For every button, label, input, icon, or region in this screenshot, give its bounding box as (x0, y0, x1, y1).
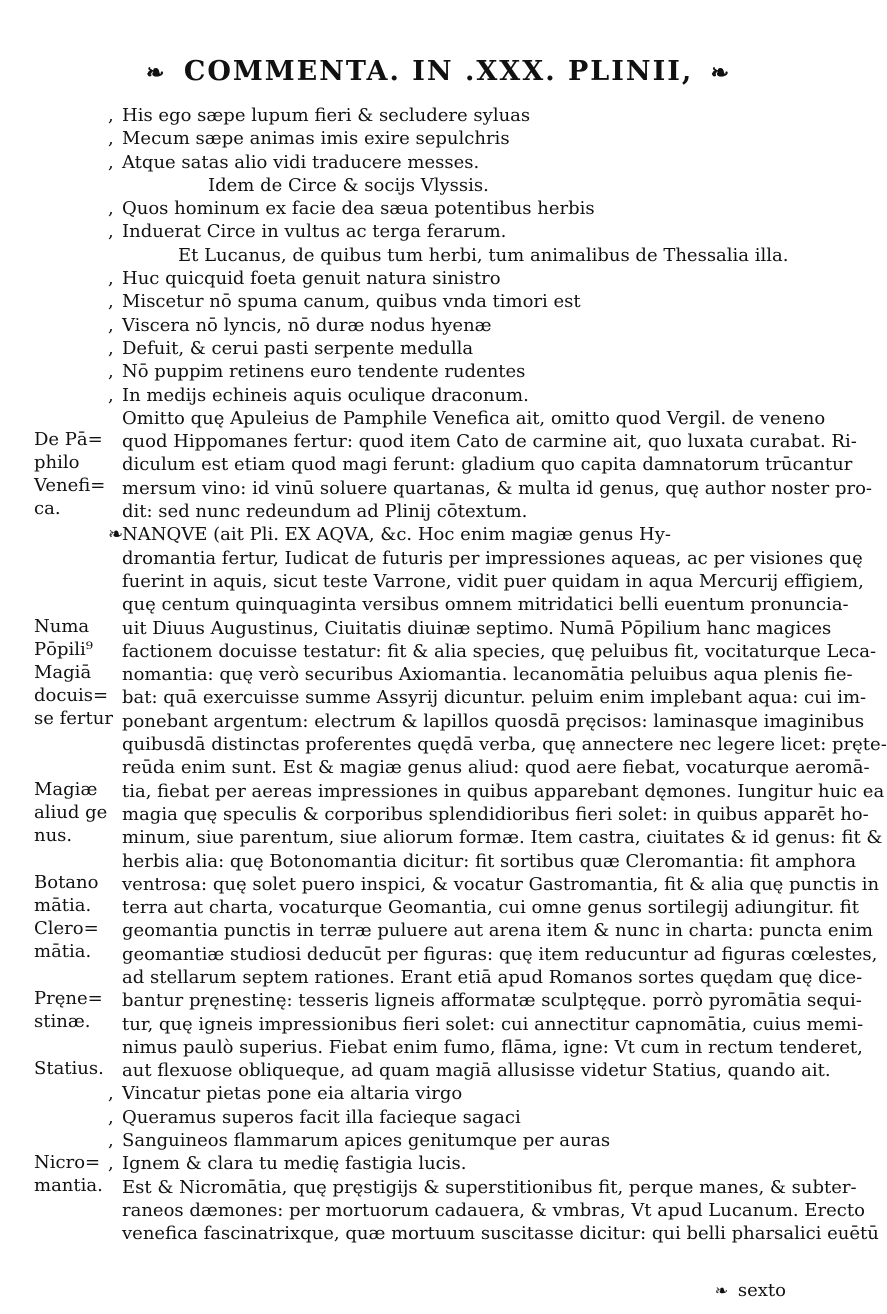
line-text: ventrosa: quę solet puero inspici, & vocatur Gastromantia, fit & alia quę punctis in (122, 873, 880, 895)
text-line (108, 1176, 857, 1199)
text-line (108, 943, 878, 966)
margin-note-line: Magiæ (34, 778, 98, 800)
line-text: Mecum sæpe animas imis exire sepulchris (122, 128, 510, 150)
text-line (108, 1152, 794, 1175)
margin-note-line: mātia. (34, 894, 92, 916)
line-text: In medijs echineis aquis oculique draconum. (122, 384, 529, 406)
text-line (108, 570, 864, 593)
text-line (108, 407, 826, 430)
margin-note-line: Pōpili⁹ (34, 638, 93, 660)
text-line (108, 1199, 865, 1222)
text-line (108, 826, 883, 849)
margin-note-line: Venefi= (34, 475, 106, 497)
text-line (108, 267, 794, 290)
text-line (108, 733, 887, 756)
line-text: venefica fascinatrixque, quæ mortuum suscitasse dicitur: qui belli pharsalici euētū (122, 1223, 879, 1245)
line-text: Omitto quę Apuleius de Pamphile Venefica ait, omitto quod Vergil. de veneno (122, 407, 826, 429)
text-line (108, 663, 853, 686)
line-text: dit: sed nunc redeundum ad Plinij cōtextum. (122, 501, 528, 523)
text-line (108, 710, 865, 733)
line-text: Defuit, & cerui pasti serpente medulla (122, 337, 474, 359)
text-line (108, 593, 849, 616)
line-mark: , (108, 314, 114, 336)
margin-note-line: Clero= (34, 917, 99, 939)
text-line (108, 1013, 864, 1036)
line-text: Sanguineos flammarum apices genitumque per auras (122, 1130, 611, 1152)
text-line (108, 314, 794, 337)
catchword-text: sexto (737, 1280, 786, 1301)
line-text: geomantia punctis in terræ puluere aut arena item & nunc in charta: puncta enim (122, 920, 873, 942)
margin-note-line: Statius. (34, 1058, 104, 1080)
line-text: magia quę speculis & corporibus splendidioribus fieri solet: in quibus apparēt ho- (122, 803, 869, 825)
text-line (108, 547, 863, 570)
line-text: raneos dæmones: per mortuorum cadauera, & vmbras, Vt apud Lucanum. Erecto (122, 1199, 865, 1221)
line-text: nimus paulò superius. Fiebat enim fumo, flāma, igne: Vt cum in rectum tenderet, (122, 1036, 863, 1058)
line-text: Induerat Circe in vultus ac terga ferarum. (122, 221, 507, 243)
text-line (108, 430, 857, 453)
line-mark: , (108, 198, 114, 220)
text-line (108, 850, 857, 873)
line-text: tur, quę igneis impressionibus fieri solet: cui annectitur capnomātia, cuius memi- (122, 1013, 864, 1035)
line-mark: , (108, 1130, 114, 1152)
text-line (108, 686, 867, 709)
line-text: Ignem & clara tu medię fastigia lucis. (122, 1153, 467, 1175)
line-text: nomantia: quę verò securibus Axiomantia. lecanomātia peluibus aqua plenis fie- (122, 664, 853, 686)
line-text: diculum est etiam quod magi ferunt: gladium quo capita damnatorum trūcantur (122, 454, 853, 476)
text-line (108, 500, 794, 523)
line-text: terra aut charta, vocaturque Geomantia, cui omne genus sortilegij adiungitur. fit (122, 897, 860, 919)
line-mark: , (108, 268, 114, 290)
text-line (108, 337, 794, 360)
line-text: Et Lucanus, de quibus tum herbi, tum animalibus de Thessalia illa. (178, 244, 789, 266)
margin-note-line: mantia. (34, 1174, 103, 1196)
margin-note (34, 871, 110, 963)
margin-note-line: Numa (34, 615, 90, 637)
line-mark: ❧ (108, 524, 124, 546)
text-line (108, 1059, 831, 1082)
text-line (108, 1222, 879, 1245)
line-mark: , (108, 384, 114, 406)
line-mark: , (108, 1106, 114, 1128)
text-line (108, 756, 870, 779)
margin-note-line: docuis= (34, 684, 109, 706)
text-line (108, 640, 877, 663)
line-text: fuerint in aquis, sicut teste Varrone, vidit puer quidam in aqua Mercurij effigiem, (122, 570, 864, 592)
text-line (108, 803, 869, 826)
text-line (108, 127, 794, 150)
line-text: herbis alia: quę Botonomantia dicitur: fit sortibus quæ Cleromantia: fit amphora (122, 850, 857, 872)
line-text: Queramus superos facit illa facieque sagaci (122, 1106, 521, 1128)
margin-note (34, 778, 110, 847)
line-text: His ego sæpe lupum fieri & secludere syluas (122, 105, 531, 126)
text-line (108, 896, 860, 919)
line-mark: , (108, 1153, 114, 1175)
text-line (108, 174, 794, 197)
line-mark: , (108, 1083, 114, 1105)
text-line (108, 244, 794, 267)
text-line (108, 1036, 863, 1059)
line-text: minum, siue parentum, siue aliorum formæ. Item castra, ciuitates & id genus: fit & (122, 827, 883, 849)
margin-note (34, 987, 110, 1033)
line-mark: , (108, 291, 114, 313)
text-line (108, 104, 794, 127)
line-text: Est & Nicromātia, quę pręstigijs & superstitionibus fit, perque manes, & subter- (122, 1176, 857, 1198)
text-line (108, 384, 794, 407)
line-text: quibusdā distinctas proferentes quędā verba, quę annectere nec legere licet: pręte- (122, 734, 887, 756)
line-text: Huc quicquid foeta genuit natura sinistro (122, 268, 501, 290)
margin-note-line: aliud ge (34, 801, 108, 823)
line-text: mersum vino: id vinū soluere quartanas, & multa id genus, quę author noster pro- (122, 477, 873, 499)
margin-note-line: se fertur (34, 707, 113, 729)
text-line (108, 1129, 794, 1152)
margin-note-line: Magiā (34, 661, 92, 683)
line-text: ad stellarum septem rationes. Erant etiā apud Romanos sortes quędam quę dice- (122, 966, 863, 988)
line-text: Quos hominum ex facie dea sæua potentibus herbis (122, 198, 595, 220)
text-line (108, 453, 853, 476)
line-mark: , (108, 337, 114, 359)
margin-note-line: nus. (34, 824, 73, 846)
text-line (108, 1106, 794, 1129)
line-text: aut flexuose obliqueque, ad quam magiā allusisse videtur Statius, quando ait. (122, 1060, 831, 1082)
line-text: geomantiæ studiosi deducūt per figuras: quę item reducuntur ad figuras cœlestes, (122, 943, 878, 965)
margin-note-line: ca. (34, 498, 61, 520)
line-text: ponebant argentum: electrum & lapillos quosdā pręcisos: laminasque imaginibus (122, 710, 865, 732)
text-line (108, 360, 794, 383)
line-text: Viscera nō lyncis, nō duræ nodus hyenæ (122, 314, 492, 336)
text-line (108, 919, 873, 942)
line-text: factionem docuisse testatur: fit & alia species, quę peluibus fit, vocitaturque Leca- (122, 640, 877, 662)
text-line (108, 617, 832, 640)
running-header (140, 56, 760, 96)
margin-note-line: philo (34, 452, 80, 474)
text-line (108, 1082, 794, 1105)
line-text: Nō puppim retinens euro tendente rudentes (122, 361, 526, 383)
text-line (108, 523, 794, 546)
line-mark: , (108, 361, 114, 383)
line-mark: , (108, 105, 114, 126)
line-mark: , (108, 128, 114, 150)
line-text: NANQVE (ait Pli. EX AQVA, &c. Hoc enim magiæ genus Hy- (122, 524, 671, 546)
text-line (108, 780, 885, 803)
main-text-column (108, 104, 887, 1246)
margin-note (34, 1151, 110, 1197)
line-text: Miscetur nō spuma canum, quibus vnda timori est (122, 291, 581, 313)
text-line (108, 220, 794, 243)
text-line (108, 197, 794, 220)
margin-note (34, 428, 110, 520)
margin-note (34, 1057, 110, 1080)
fleuron-icon: ❧ (714, 1281, 729, 1300)
line-text: quę centum quinquaginta versibus omnem mitridatici belli euentum pronuncia- (122, 594, 849, 616)
line-text: Idem de Circe & socijs Vlyssis. (208, 174, 489, 196)
line-text: dromantia fertur, Iudicat de futuris per impressiones aqueas, ac per visiones quę (122, 547, 863, 569)
margin-note-line: stinæ. (34, 1011, 91, 1033)
text-line (108, 966, 863, 989)
margin-note-line: Nicro= (34, 1151, 101, 1173)
margin-note-line: Botano (34, 871, 99, 893)
line-text: bat: quā exercuisse summe Assyrij dicuntur. peluim enim implebant aqua: cui im- (122, 687, 867, 709)
line-text: reūda enim sunt. Est & magiæ genus aliud: quod aere fiebat, vocaturque aeromā- (122, 757, 870, 779)
line-mark: , (108, 151, 114, 173)
text-line (108, 151, 794, 174)
text-line (108, 290, 794, 313)
text-line (108, 989, 862, 1012)
margin-note-line: mātia. (34, 940, 92, 962)
fleuron-icon: ❧ (710, 60, 732, 86)
line-text: Vincatur pietas pone eia altaria virgo (122, 1083, 463, 1105)
fleuron-icon: ❧ (146, 60, 167, 86)
text-line (108, 873, 880, 896)
line-text: bantur pręnestinę: tesseris ligneis afformatæ sculptęque. porrò pyromātia sequi- (122, 990, 862, 1012)
margin-note (34, 615, 113, 730)
line-text: Atque satas alio vidi traducere messes. (122, 151, 480, 173)
margin-note-line: De Pā= (34, 429, 103, 451)
text-line (108, 477, 873, 500)
line-text: quod Hippomanes fertur: quod item Cato de carmine ait, quo luxata curabat. Ri- (122, 431, 857, 453)
catchword (709, 1280, 786, 1301)
line-text: tia, fiebat per aereas impressiones in quibus apparebant dęmones. Iungitur huic ea (122, 780, 885, 802)
margin-note-line: Pręne= (34, 988, 103, 1010)
line-mark: , (108, 221, 114, 243)
line-text: uit Diuus Augustinus, Ciuitatis diuinæ septimo. Numā Pōpilium hanc magices (122, 617, 832, 639)
page-title: COMMENTA. IN .XXX. PLINII, (183, 56, 694, 87)
